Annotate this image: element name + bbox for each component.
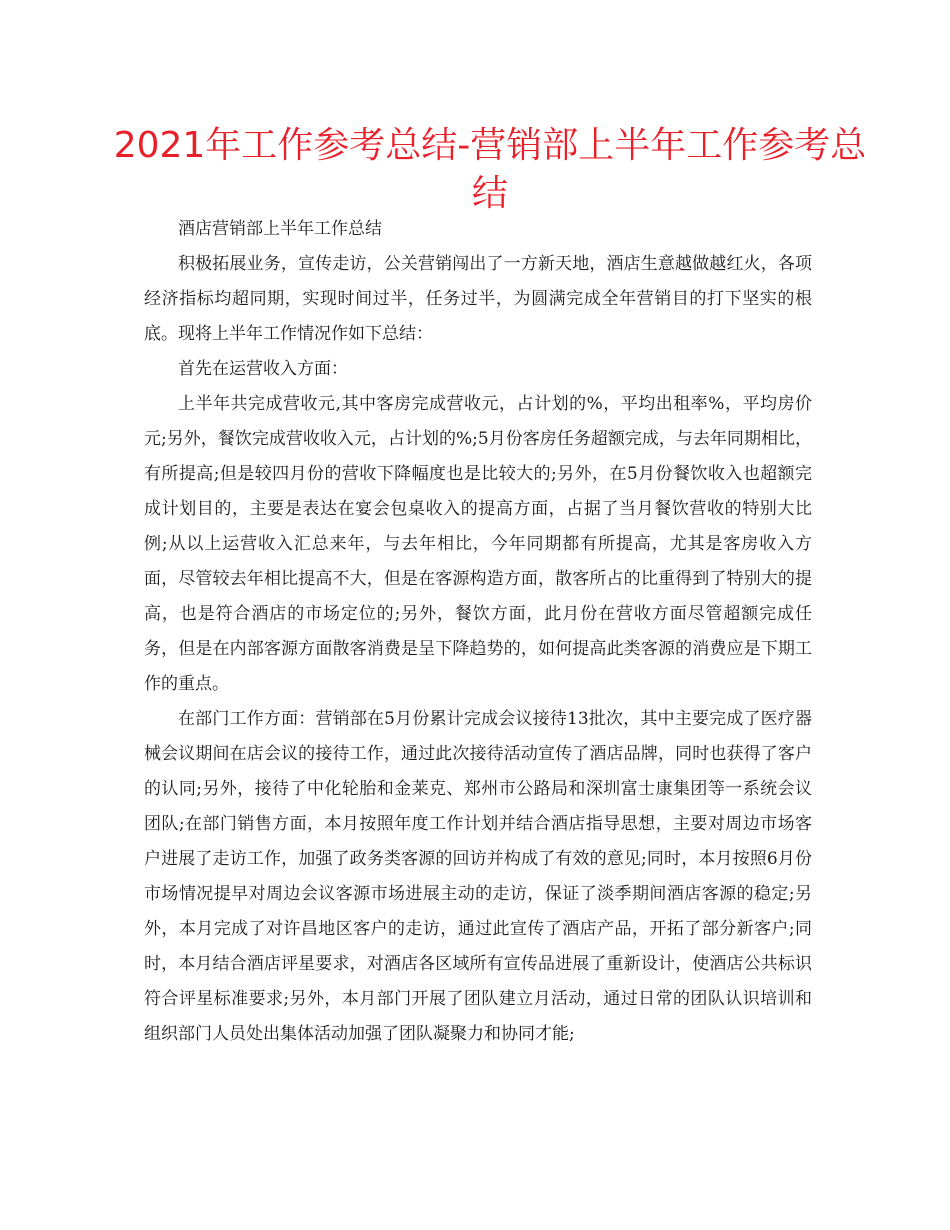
paragraph-department-work: 在部门工作方面：营销部在5月份累计完成会议接待13批次，其中主要完成了医疗器械会议期间在店会议的接待工作，通过此次接待活动宣传了酒店品牌，同时也获得了客户的认同;另外，接待了中化轮胎和金莱克、郑州市公路局和深圳富士康集团等一系统会议团队;在部门销售方面，本月按照年度工作计划并结合酒店指导思想，主要对周边市场客户进展了走访工作，加强了政务类客源的回访并构成了有效的意见;同时，本月按照6月份市场情况提早对周边会议客源市场进展主动的走访，保证了淡季期间酒店客源的稳定;另外，本月完成了对许昌地区客户的走访，通过此宣传了酒店产品，开拓了部分新客户;同时，本月结合酒店评星要求，对酒店各区域所有宣传品进展了重新设计，使酒店公共标识符合评星标准要求;另外，本月部门开展了团队建立月活动，通过日常的团队认识培训和组织部门人员处出集体活动加强了团队凝聚力和协同才能; (144, 709, 812, 1044)
paragraph-revenue-detail: 上半年共完成营收元,其中客房完成营收元，占计划的%，平均出租率%，平均房价元;另外，餐饮完成营收收入元，占计划的%;5月份客房任务超额完成，与去年同期相比，有所提高;但是较四月份的营收下降幅度也是比较大的;另外，在5月份餐饮收入也超额完成计划目的，主要是表达在宴会包桌收入的提高方面，占据了当月餐饮营收的特别大比例;从以上运营收入汇总来年，与去年相比，今年同期都有所提高，尤其是客房收入方面，尽管较去年相比提高不大，但是在客源构造方面，散客所占的比重得到了特别大的提高，也是符合酒店的市场定位的;另外，餐饮方面，此月份在营收方面尽管超额完成任务，但是在内部客源方面散客消费是呈下降趋势的，如何提高此类客源的消费应是下期工作的重点。 (144, 394, 812, 694)
paragraph-revenue-heading: 首先在运营收入方面： (178, 359, 348, 379)
document-body (144, 212, 812, 1052)
paragraph-intro: 积极拓展业务，宣传走访，公关营销闯出了一方新天地，酒店生意越做越红火，各项经济指标均超同期，实现时间过半，任务过半，为圆满完成全年营销目的打下坚实的根底。现将上半年工作情况作如下总结： (144, 254, 812, 344)
document-title: 2021年工作参考总结-营销部上半年工作参考总结 (113, 125, 867, 214)
paragraph-subtitle: 酒店营销部上半年工作总结 (178, 219, 382, 239)
